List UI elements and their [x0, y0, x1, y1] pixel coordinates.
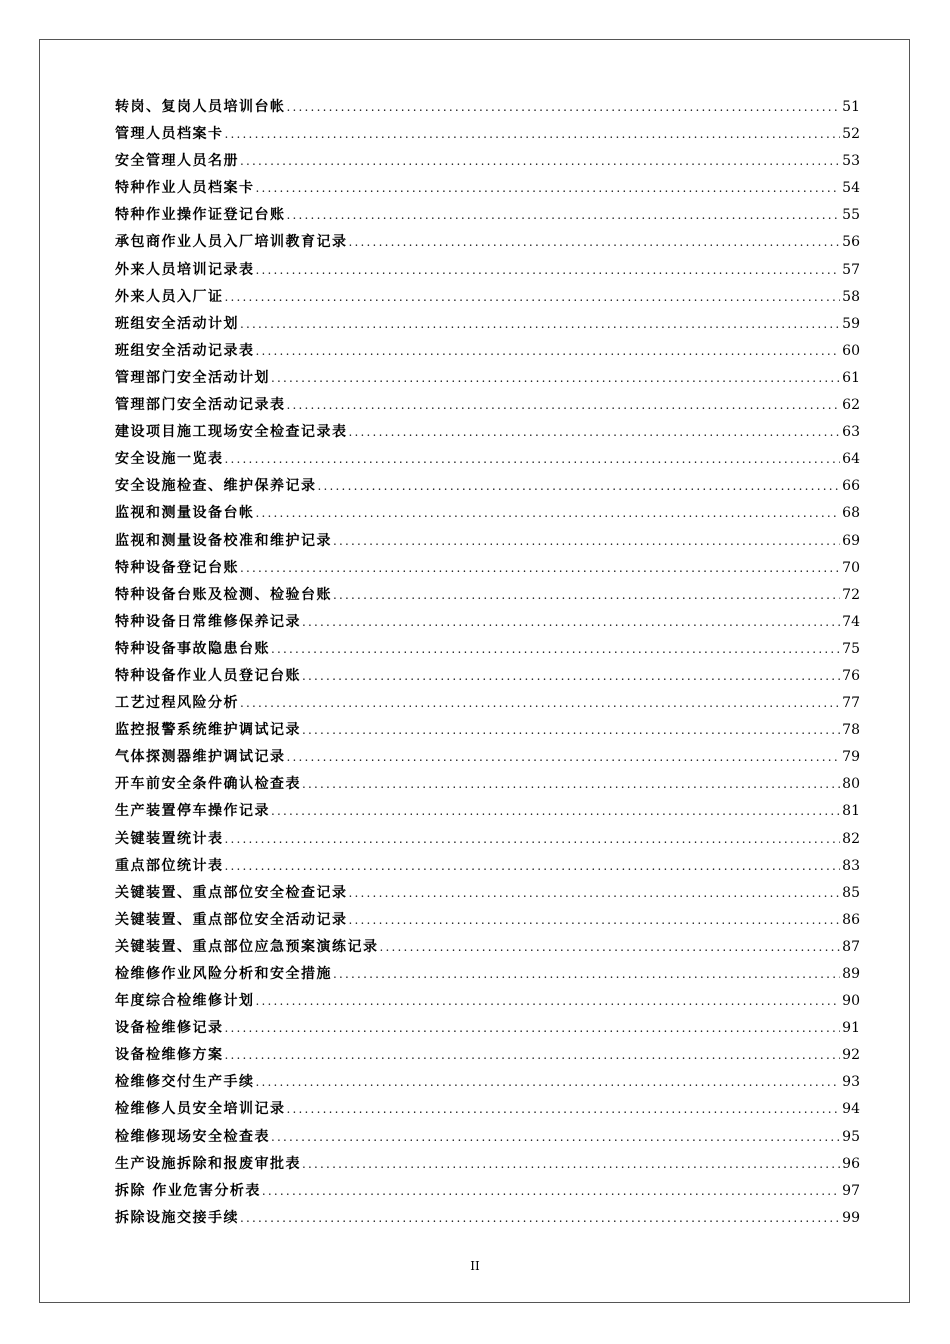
- toc-entry-title: 年度综合检维修计划: [115, 993, 255, 1010]
- toc-entry[interactable]: [115, 798, 860, 825]
- toc-entry-title: 建设项目施工现场安全检查记录表: [115, 424, 348, 441]
- toc-entry-page: 90: [842, 993, 860, 1010]
- toc-entry-title: 重点部位统计表: [115, 857, 224, 874]
- toc-entry-title: 班组安全活动记录表: [115, 342, 255, 359]
- toc-entry[interactable]: [115, 663, 860, 690]
- toc-entry[interactable]: [115, 473, 860, 500]
- toc-dot-leader: [256, 338, 841, 365]
- toc-dot-leader: [380, 934, 841, 961]
- toc-entry[interactable]: [115, 555, 860, 582]
- toc-entry-title: 生产设施拆除和报废审批表: [115, 1155, 301, 1172]
- toc-entry-title: 转岗、复岗人员培训台帐: [115, 99, 286, 115]
- toc-entry-title: 管理部门安全活动记录表: [115, 397, 286, 414]
- toc-entry[interactable]: [115, 175, 860, 202]
- toc-entry-page: 54: [842, 180, 860, 197]
- toc-dot-leader: [262, 1178, 840, 1205]
- toc-dot-leader: [287, 202, 841, 229]
- toc-entry-page: 82: [842, 830, 860, 847]
- toc-entry-title: 关键装置、重点部位应急预案演练记录: [115, 938, 379, 955]
- toc-entry-title: 检维修交付生产手续: [115, 1074, 255, 1091]
- toc-entry-page: 52: [842, 126, 860, 143]
- toc-dot-leader: [287, 392, 841, 419]
- toc-entry-title: 外来人员培训记录表: [115, 261, 255, 278]
- toc-dot-leader: [240, 690, 840, 717]
- toc-entry[interactable]: [115, 229, 860, 256]
- toc-entry[interactable]: [115, 961, 860, 988]
- toc-entry-page: 62: [842, 397, 860, 414]
- toc-entry[interactable]: [115, 528, 860, 555]
- toc-entry-title: 拆除 作业危害分析表: [115, 1182, 261, 1199]
- toc-dot-leader: [302, 609, 840, 636]
- toc-entry-page: 69: [842, 532, 860, 549]
- toc-dot-leader: [256, 257, 841, 284]
- toc-entry-page: 97: [842, 1182, 860, 1199]
- toc-entry-page: 91: [842, 1020, 860, 1037]
- toc-dot-leader: [225, 826, 841, 853]
- toc-entry-page: 72: [842, 586, 860, 603]
- toc-entry-title: 特种作业操作证登记台账: [115, 207, 286, 224]
- toc-dot-leader: [225, 1042, 841, 1069]
- toc-entry-title: 特种设备登记台账: [115, 559, 239, 576]
- toc-entry-title: 气体探测器维护调试记录: [115, 749, 286, 766]
- toc-entry[interactable]: [115, 609, 860, 636]
- toc-entry-title: 特种设备事故隐患台账: [115, 640, 270, 657]
- toc-entry[interactable]: [115, 365, 860, 392]
- toc-entry-page: 56: [842, 234, 860, 251]
- toc-entry-title: 生产装置停车操作记录: [115, 803, 270, 820]
- toc-entry-page: 94: [842, 1101, 860, 1118]
- toc-entry-page: 85: [842, 884, 860, 901]
- toc-entry-title: 关键装置、重点部位安全检查记录: [115, 884, 348, 901]
- toc-entry-page: 60: [842, 342, 860, 359]
- toc-dot-leader: [302, 717, 840, 744]
- toc-entry-page: 96: [842, 1155, 860, 1172]
- toc-entry-page: 81: [842, 803, 860, 820]
- toc-dot-leader: [349, 419, 841, 446]
- toc-entry-page: 55: [842, 207, 860, 224]
- toc-dot-leader: [271, 1124, 840, 1151]
- toc-entry-title: 关键装置、重点部位安全活动记录: [115, 911, 348, 928]
- toc-entry-title: 检维修作业风险分析和安全措施: [115, 966, 332, 982]
- toc-entry-page: 87: [842, 938, 860, 955]
- toc-entry[interactable]: [115, 148, 860, 175]
- toc-dot-leader: [333, 582, 840, 609]
- toc-entry[interactable]: [115, 1042, 860, 1069]
- toc-entry[interactable]: [115, 311, 860, 338]
- toc-entry[interactable]: [115, 94, 860, 121]
- toc-entry-title: 特种设备日常维修保养记录: [115, 613, 301, 630]
- toc-entry[interactable]: [115, 1205, 860, 1232]
- toc-dot-leader: [225, 284, 841, 311]
- toc-entry-page: 70: [842, 559, 860, 576]
- toc-entry[interactable]: [115, 257, 860, 284]
- toc-entry-page: 51: [842, 99, 860, 115]
- toc-entry-title: 开车前安全条件确认检查表: [115, 776, 301, 793]
- toc-dot-leader: [271, 636, 840, 663]
- toc-entry-title: 监视和测量设备校准和维护记录: [115, 532, 332, 549]
- toc-entry[interactable]: [115, 1124, 860, 1151]
- toc-entry-page: 80: [842, 776, 860, 793]
- toc-entry-title: 监控报警系统维护调试记录: [115, 722, 301, 739]
- toc-dot-leader: [287, 94, 841, 121]
- toc-entry[interactable]: [115, 744, 860, 771]
- toc-entry[interactable]: [115, 717, 860, 744]
- toc-entry-page: 79: [842, 749, 860, 766]
- toc-entry-title: 安全设施检查、维护保养记录: [115, 478, 317, 495]
- toc-entry-page: 53: [842, 153, 860, 170]
- toc-entry-page: 86: [842, 911, 860, 928]
- toc-entry-page: 99: [842, 1209, 860, 1226]
- toc-dot-leader: [240, 148, 840, 175]
- toc-dot-leader: [256, 500, 841, 527]
- toc-entry[interactable]: [115, 1069, 860, 1096]
- toc-entry[interactable]: [115, 446, 860, 473]
- toc-entry[interactable]: [115, 1015, 860, 1042]
- toc-entry[interactable]: [115, 988, 860, 1015]
- toc-dot-leader: [256, 175, 841, 202]
- toc-entry[interactable]: [115, 121, 860, 148]
- toc-entry-page: 95: [842, 1128, 860, 1145]
- toc-entry-page: 76: [842, 667, 860, 684]
- toc-dot-leader: [349, 229, 841, 256]
- toc-entry-title: 外来人员入厂证: [115, 288, 224, 305]
- toc-dot-leader: [256, 988, 841, 1015]
- toc-entry-page: 66: [842, 478, 860, 495]
- toc-dot-leader: [333, 528, 840, 555]
- toc-entry[interactable]: [115, 826, 860, 853]
- toc-entry[interactable]: [115, 582, 860, 609]
- toc-dot-leader: [225, 446, 841, 473]
- toc-dot-leader: [240, 555, 840, 582]
- toc-entry[interactable]: [115, 419, 860, 446]
- toc-entry-page: 89: [842, 966, 860, 982]
- toc-dot-leader: [271, 365, 840, 392]
- toc-entry[interactable]: [115, 202, 860, 229]
- toc-entry[interactable]: [115, 907, 860, 934]
- toc-entry[interactable]: [115, 338, 860, 365]
- toc-dot-leader: [302, 771, 840, 798]
- toc-entry-title: 监视和测量设备台帐: [115, 505, 255, 522]
- toc-entry-title: 特种作业人员档案卡: [115, 180, 255, 197]
- toc-entry-title: 设备检维修记录: [115, 1020, 224, 1037]
- toc-dot-leader: [333, 961, 840, 988]
- toc-dot-leader: [225, 853, 841, 880]
- toc-entry[interactable]: [115, 636, 860, 663]
- toc-entry-page: 77: [842, 695, 860, 712]
- toc-dot-leader: [225, 1015, 841, 1042]
- toc-entry-title: 检维修现场安全检查表: [115, 1128, 270, 1145]
- toc-entry[interactable]: [115, 1151, 860, 1178]
- toc-entry-title: 设备检维修方案: [115, 1047, 224, 1064]
- toc-dot-leader: [318, 473, 841, 500]
- toc-entry-title: 特种设备台账及检测、检验台账: [115, 586, 332, 603]
- toc-entry[interactable]: [115, 771, 860, 798]
- toc-dot-leader: [302, 1151, 840, 1178]
- toc-entry[interactable]: [115, 1178, 860, 1205]
- toc-entry-page: 75: [842, 640, 860, 657]
- toc-entry-title: 关键装置统计表: [115, 830, 224, 847]
- toc-entry-title: 检维修人员安全培训记录: [115, 1101, 286, 1118]
- toc-entry-page: 93: [842, 1074, 860, 1091]
- toc-entry[interactable]: [115, 284, 860, 311]
- toc-entry-title: 班组安全活动计划: [115, 315, 239, 332]
- toc-entry[interactable]: [115, 1096, 860, 1123]
- toc-entry[interactable]: [115, 880, 860, 907]
- toc-dot-leader: [302, 663, 840, 690]
- toc-dot-leader: [287, 1096, 841, 1123]
- toc-dot-leader: [256, 1069, 841, 1096]
- toc-entry-title: 工艺过程风险分析: [115, 695, 239, 712]
- toc-dot-leader: [271, 798, 840, 825]
- toc-entry-page: 83: [842, 857, 860, 874]
- toc-entry-page: 58: [842, 288, 860, 305]
- toc-entry-title: 安全管理人员名册: [115, 153, 239, 170]
- toc-entry[interactable]: [115, 392, 860, 419]
- toc-dot-leader: [240, 1205, 840, 1232]
- toc-dot-leader: [225, 121, 841, 148]
- toc-dot-leader: [287, 744, 841, 771]
- toc-entry-title: 特种设备作业人员登记台账: [115, 667, 301, 684]
- toc-entry-page: 57: [842, 261, 860, 278]
- toc-entry-title: 拆除设施交接手续: [115, 1209, 239, 1226]
- toc-dot-leader: [349, 880, 841, 907]
- toc-entry[interactable]: [115, 500, 860, 527]
- toc-entry[interactable]: [115, 934, 860, 961]
- toc-entry-title: 管理部门安全活动计划: [115, 369, 270, 386]
- toc-dot-leader: [240, 311, 840, 338]
- toc-entry-title: 管理人员档案卡: [115, 126, 224, 143]
- toc-entry-title: 安全设施一览表: [115, 451, 224, 468]
- toc-dot-leader: [349, 907, 841, 934]
- toc-entry-page: 68: [842, 505, 860, 522]
- toc-entry-page: 92: [842, 1047, 860, 1064]
- table-of-contents: [115, 94, 860, 1232]
- page-number: II: [470, 1259, 480, 1273]
- toc-entry[interactable]: [115, 853, 860, 880]
- toc-entry-page: 59: [842, 315, 860, 332]
- toc-entry-page: 61: [842, 369, 860, 386]
- toc-entry-title: 承包商作业人员入厂培训教育记录: [115, 234, 348, 251]
- toc-entry-page: 78: [842, 722, 860, 739]
- toc-entry[interactable]: [115, 690, 860, 717]
- toc-entry-page: 63: [842, 424, 860, 441]
- toc-entry-page: 64: [842, 451, 860, 468]
- toc-entry-page: 74: [842, 613, 860, 630]
